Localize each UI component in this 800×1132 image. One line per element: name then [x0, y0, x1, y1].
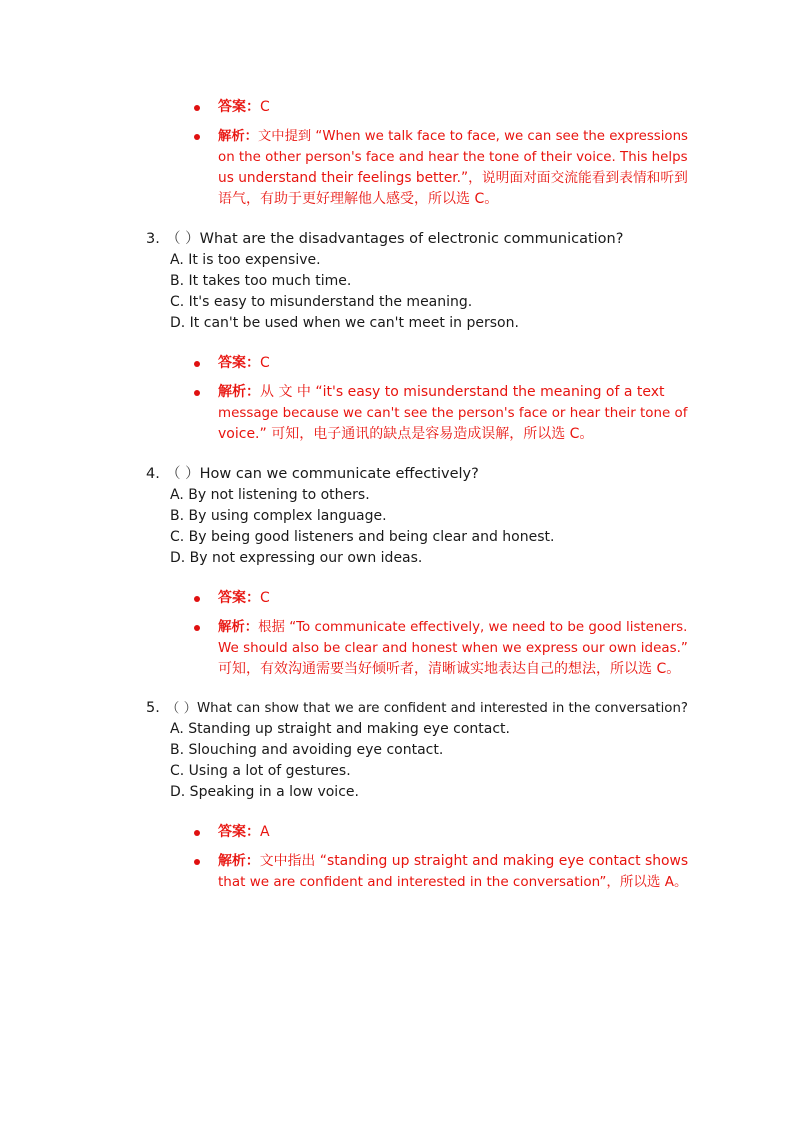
answer-value: C: [260, 355, 270, 371]
option-c: C. By being good listeners and being clear and honest.: [170, 529, 555, 545]
answer-line: [218, 822, 270, 843]
bullet-icon: [194, 134, 200, 140]
option-c: C. It's easy to misunderstand the meaning.: [170, 294, 473, 310]
bullet-icon: [194, 859, 200, 865]
bullet-icon: [194, 830, 200, 836]
analysis-line: [218, 126, 688, 147]
analysis-text: us understand their feelings better.”，说明面对面交流能看到表情和听到: [218, 170, 688, 186]
option-d: D. Speaking in a low voice.: [170, 784, 359, 800]
analysis-text: 文中提到 “When we talk face to face, we can see the expressions: [257, 129, 688, 144]
analysis-text: that we are confident and interested in the conversation”，所以选 A。: [218, 874, 688, 890]
question-stem: [166, 229, 623, 250]
analysis-label: 解析：: [218, 620, 259, 635]
option-a: A. It is too expensive.: [170, 252, 321, 268]
answer-blank: （ ）: [166, 701, 197, 716]
option-b: B. It takes too much time.: [170, 273, 352, 289]
answer-label: 答案：: [218, 99, 260, 115]
bullet-icon: [194, 625, 200, 631]
analysis-label: 解析：: [218, 853, 260, 869]
analysis-text: We should also be clear and honest when we express our own ideas.”: [218, 641, 688, 656]
analysis-label: 解析：: [218, 384, 260, 400]
answer-blank: （ ）: [166, 466, 200, 482]
analysis-line: [218, 382, 665, 403]
analysis-text: 语气，有助于更好理解他人感受，所以选 C。: [218, 191, 499, 207]
bullet-icon: [194, 105, 200, 111]
answer-value: C: [260, 99, 270, 115]
bullet-icon: [194, 390, 200, 396]
analysis-line: [218, 851, 688, 872]
question-text: What can show that we are confident and interested in the conversation?: [196, 701, 689, 716]
option-b: B. Slouching and avoiding eye contact.: [170, 742, 444, 758]
analysis-text: on the other person's face and hear the tone of their voice. This helps: [218, 150, 688, 165]
answer-value: C: [260, 590, 270, 606]
question-text: What are the disadvantages of electronic communication?: [199, 231, 624, 247]
option-d: D. By not expressing our own ideas.: [170, 550, 423, 566]
question-number: 4.: [146, 466, 160, 482]
bullet-icon: [194, 361, 200, 367]
question-stem: [166, 698, 688, 719]
analysis-line: [218, 617, 687, 638]
question-text: How can we communicate effectively?: [199, 466, 479, 482]
answer-label: 答案：: [218, 590, 260, 606]
analysis-text: 文中指出 “standing up straight and making eye contact shows: [259, 853, 689, 869]
option-d: D. It can't be used when we can't meet in person.: [170, 315, 519, 331]
option-b: B. By using complex language.: [170, 508, 387, 524]
answer-line: [218, 588, 270, 609]
answer-value: A: [260, 824, 270, 840]
analysis-text: voice.” 可知，电子通讯的缺点是容易造成误解，所以选 C。: [218, 426, 594, 442]
analysis-text: 从 文 中 “it's easy to misunderstand the meaning of a text: [260, 384, 665, 400]
answer-label: 答案：: [218, 355, 260, 371]
bullet-icon: [194, 596, 200, 602]
answer-label: 答案：: [218, 824, 260, 840]
option-a: A. Standing up straight and making eye contact.: [170, 721, 510, 737]
answer-line: [218, 97, 270, 118]
analysis-text: 可知，有效沟通需要当好倾听者，清晰诚实地表达自己的想法，所以选 C。: [218, 661, 681, 677]
answer-line: [218, 353, 270, 374]
analysis-text: message because we can't see the person's face or hear their tone of: [218, 406, 688, 421]
question-number: 3.: [146, 231, 160, 247]
analysis-text: 根据 “To communicate effectively, we need to be good listeners.: [258, 620, 688, 635]
question-stem: [166, 464, 479, 485]
option-a: A. By not listening to others.: [170, 487, 370, 503]
answer-blank: （ ）: [166, 231, 200, 247]
question-number: 5.: [146, 700, 160, 716]
analysis-label: 解析：: [218, 129, 258, 144]
option-c: C. Using a lot of gestures.: [170, 763, 351, 779]
